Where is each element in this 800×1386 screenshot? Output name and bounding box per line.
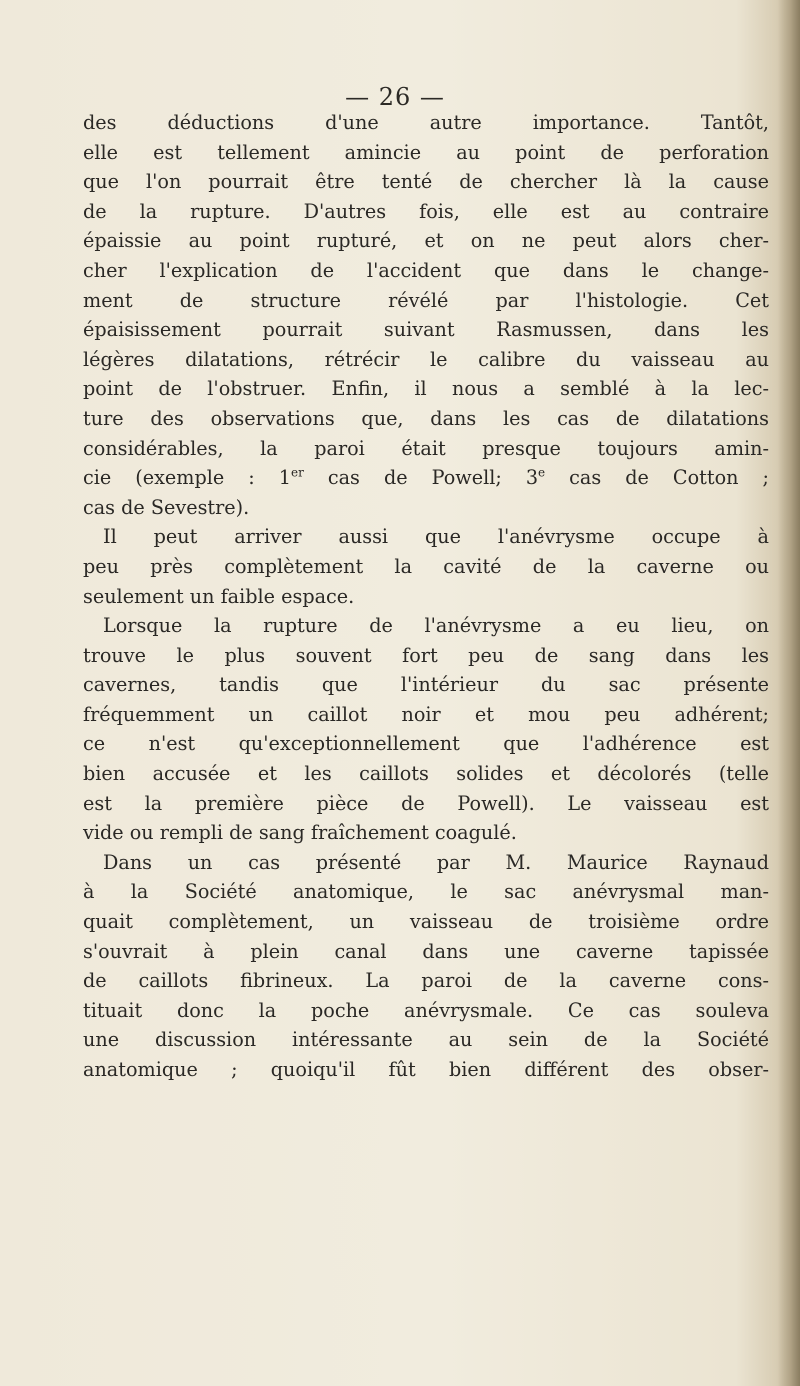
text-line: point de l'obstruer. Enfin, il nous a semblé à la lec- <box>83 377 769 401</box>
page-number: — 26 — <box>345 83 445 111</box>
body-text <box>83 108 769 1085</box>
text-line: considérables, la paroi était presque toujours amin- <box>83 436 769 460</box>
text-line: trouve le plus souvent fort peu de sang dans les <box>83 643 769 667</box>
text-line: bien accusée et les caillots solides et décolorés (telle <box>83 762 769 786</box>
text-line: Il peut arriver aussi que l'anévrysme occupe à <box>103 525 769 549</box>
text-line: peu près complètement la cavité de la caverne ou <box>83 554 769 578</box>
reference-text: cas de Powell; 3 <box>303 466 539 490</box>
text-line: ce n'est qu'exceptionnellement que l'adhérence est <box>83 732 769 756</box>
text-line: anatomique ; quoiqu'il fût bien différent des obser- <box>83 1058 769 1081</box>
text-line: une discussion intéressante au sein de la Société <box>83 1028 769 1052</box>
text-line: de caillots fibrineux. La paroi de la caverne cons- <box>83 969 769 993</box>
text-line: cas de Sevestre). <box>83 495 250 519</box>
text-line: s'ouvrait à plein canal dans une caverne tapissée <box>83 939 769 963</box>
text-line: des déductions d'une autre importance. Tantôt, <box>83 111 769 134</box>
reference-text: cas de Cotton ; <box>545 466 769 490</box>
text-line: tituait donc la poche anévrysmale. Ce cas souleva <box>83 998 769 1022</box>
text-line: vide ou rempli de sang fraîchement coagulé. <box>83 821 517 845</box>
text-line: Lorsque la rupture de l'anévrysme a eu lieu, on <box>103 614 769 638</box>
text-line: cavernes, tandis que l'intérieur du sac présente <box>83 673 769 697</box>
text-line: ment de structure révélé par l'histologie. Cet <box>83 288 769 312</box>
text-line: de la rupture. D'autres fois, elle est au contraire <box>83 199 769 223</box>
text-line: fréquemment un caillot noir et mou peu adhérent; <box>83 702 769 726</box>
text-line: épaisissement pourrait suivant Rasmussen, dans les <box>83 318 769 342</box>
text-line: légères dilatations, rétrécir le calibre du vaisseau au <box>83 347 769 371</box>
text-line: quait complètement, un vaisseau de troisième ordre <box>83 910 769 934</box>
text-line-references <box>83 463 769 493</box>
text-line: elle est tellement amincie au point de perforation <box>83 140 769 164</box>
text-line: Dans un cas présenté par M. Maurice Raynaud <box>103 850 769 874</box>
page-edge-shadow <box>778 0 800 1386</box>
ordinal-superscript: e <box>538 465 546 480</box>
text-line: ture des observations que, dans les cas de dilatations <box>83 406 769 430</box>
text-line: que l'on pourrait être tenté de chercher là la cause <box>83 170 769 194</box>
ordinal-superscript: er <box>291 465 304 480</box>
text-line: cher l'explication de l'accident que dans le change- <box>83 258 769 282</box>
text-line: épaissie au point rupturé, et on ne peut alors cher- <box>83 229 769 253</box>
reference-text: cie (exemple : 1 <box>83 466 291 490</box>
text-line: seulement un faible espace. <box>83 584 355 608</box>
text-line: à la Société anatomique, le sac anévrysmal man- <box>83 880 769 904</box>
text-line: est la première pièce de Powell). Le vaisseau est <box>83 791 769 815</box>
